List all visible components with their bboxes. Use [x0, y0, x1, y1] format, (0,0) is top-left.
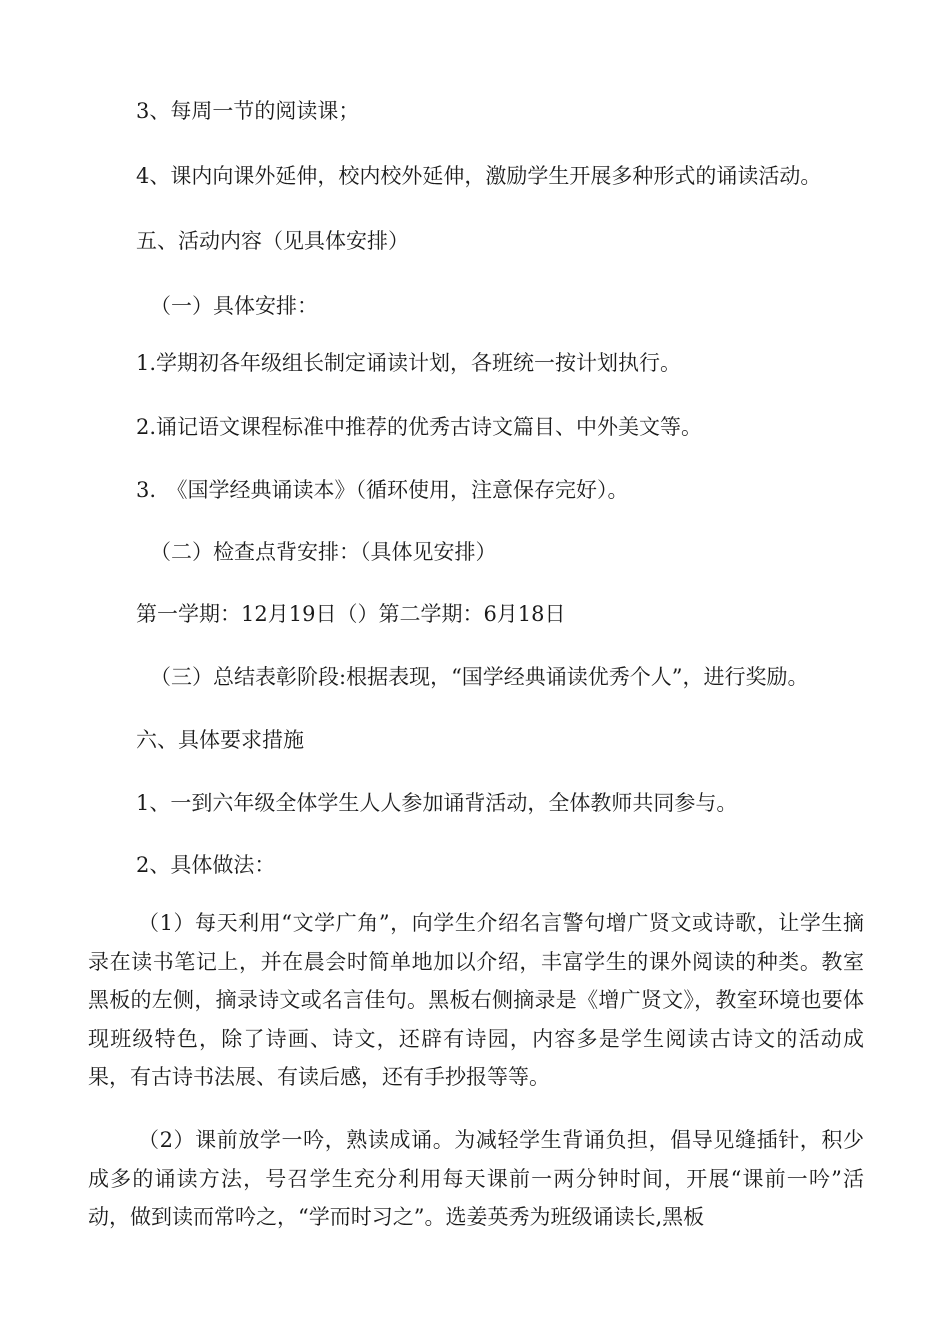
item-4-extension: 4、课内向课外延伸，校内校外延伸，激励学生开展多种形式的诵读活动。: [136, 164, 822, 188]
item-3-reading-class: 3、每周一节的阅读课；: [136, 99, 360, 123]
subsection-3-heading: （三）总结表彰阶段:根据表现，“国学经典诵读优秀个人”，进行奖励。: [150, 665, 809, 689]
arrangement-item-2: 2.诵记语文课程标准中推荐的优秀古诗文篇目、中外美文等。: [136, 415, 703, 439]
method-paragraph-1: （1）每天利用“文学广角”，向学生介绍名言警句增广贤文或诗歌，让学生摘录在读书笔记上，并在晨会时简单地加以介绍，丰富学生的课外阅读的种类。教室黑板的左侧，摘录诗文或名言佳句。黑板右侧摘录是《增广贤文》，教室环境也要体现班级特色，除了诗画、诗文，还辟有诗园，内容多是学生阅读古诗文的活动成果，有古诗书法展、有读后感，还有手抄报等等。: [88, 911, 864, 1089]
section-5-heading: 五、活动内容（见具体安排）: [136, 229, 409, 253]
subsection-1-heading: （一）具体安排：: [150, 294, 318, 318]
subsection-2-heading: （二）检查点背安排：（具体见安排）: [150, 540, 497, 564]
arrangement-item-3: 3. 《国学经典诵读本》（循环使用，注意保存完好）。: [136, 478, 629, 502]
section-6-heading: 六、具体要求措施: [136, 728, 304, 752]
requirement-item-2: 2、具体做法：: [136, 853, 276, 877]
check-dates: 第一学期：12月19日（）第二学期：6月18日: [136, 602, 566, 626]
method-paragraph-2: （2）课前放学一吟，熟读成诵。为减轻学生背诵负担，倡导见缝插针，积少成多的诵读方法，号召学生充分利用每天课前一两分钟时间，开展“课前一吟”活动，做到读而常吟之，“学而时习之”。选姜英秀为班级诵读长,黑板: [88, 1128, 864, 1229]
arrangement-item-1: 1.学期初各年级组长制定诵读计划，各班统一按计划执行。: [136, 351, 682, 375]
requirement-item-1: 1、一到六年级全体学生人人参加诵背活动，全体教师共同参与。: [136, 791, 738, 815]
